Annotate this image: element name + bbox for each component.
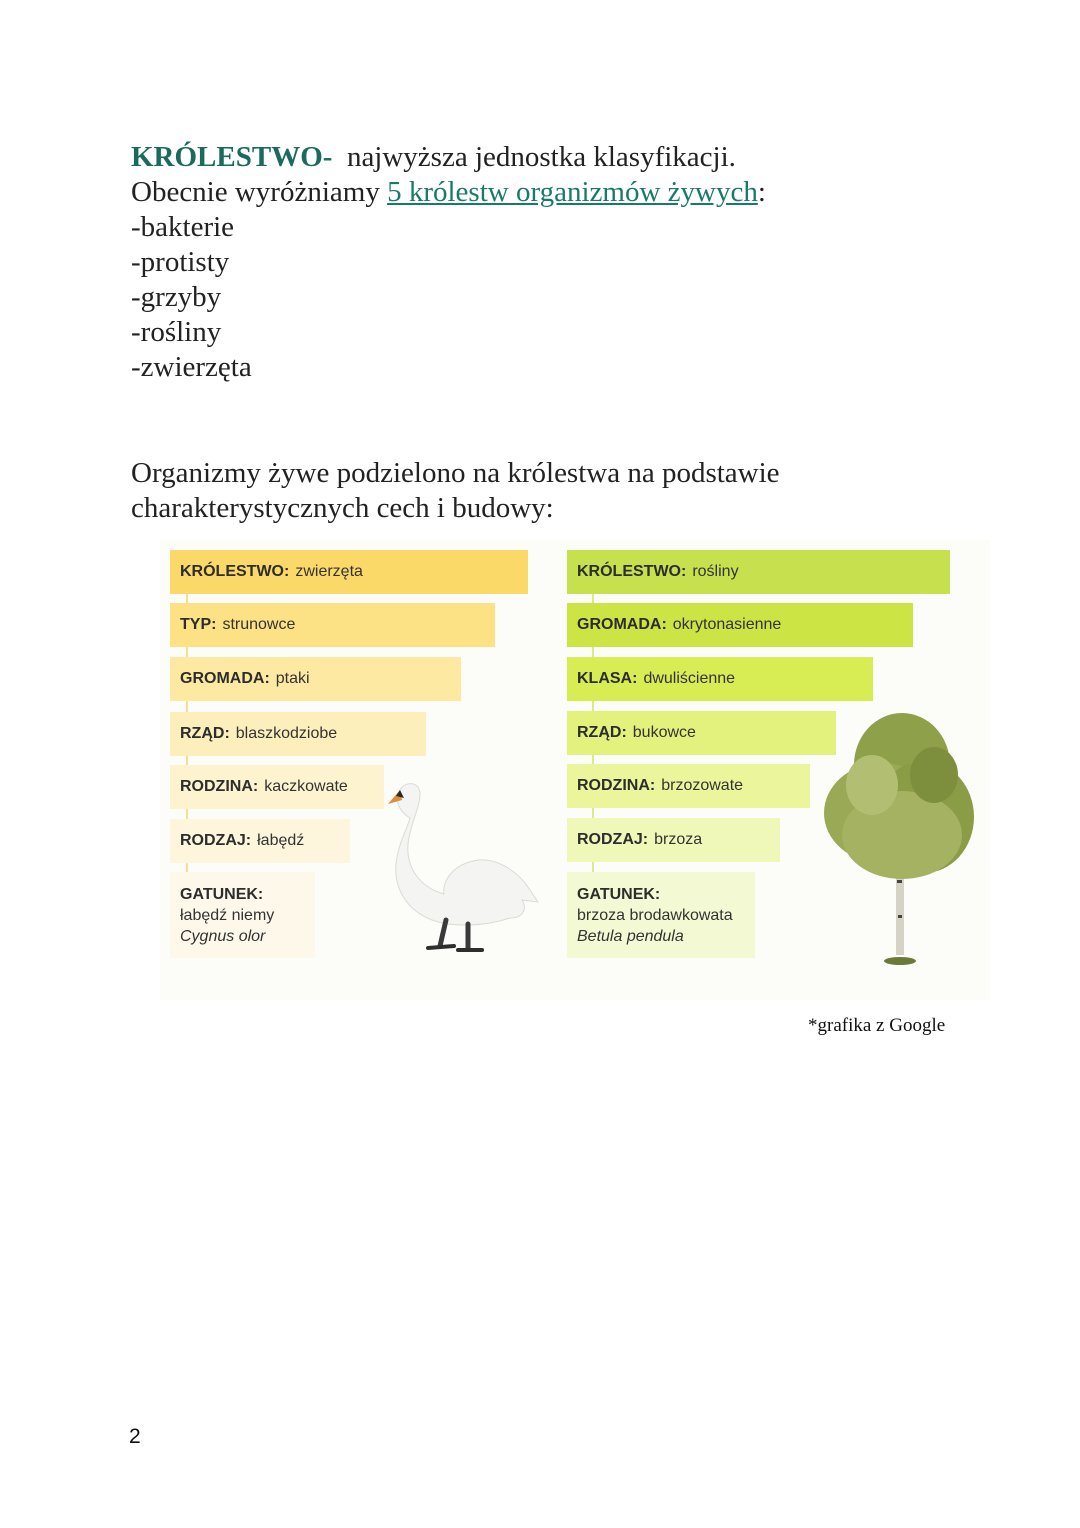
rank-value: zwierzęta xyxy=(295,563,363,580)
count-prefix: Obecnie wyróżniamy xyxy=(131,176,388,208)
kingdoms-link[interactable]: 5 królestw organizmów żywych xyxy=(387,176,758,208)
rank-value: kaczkowate xyxy=(264,778,348,795)
plant-genus-bar xyxy=(567,818,780,862)
rank-label: GROMADA: xyxy=(577,616,667,633)
rank-value: rośliny xyxy=(692,563,739,580)
species-name: łabędź niemy xyxy=(180,906,275,924)
page-number: 2 xyxy=(129,1425,141,1448)
kingdom-item: -rośliny xyxy=(131,316,222,348)
rank-label: RODZINA: xyxy=(577,777,656,794)
plant-species-bar xyxy=(567,872,755,958)
plant-class-bar xyxy=(567,657,873,701)
rank-value: bukowce xyxy=(632,724,696,741)
rank-label: RODZAJ: xyxy=(577,831,649,848)
kingdom-item: -bakterie xyxy=(131,211,235,243)
animal-order-bar xyxy=(170,712,426,756)
animal-class-bar xyxy=(170,657,461,701)
plant-division-bar xyxy=(567,603,913,647)
birch-tree-illustration xyxy=(812,705,992,970)
animal-genus-bar xyxy=(170,819,350,863)
classification-diagram xyxy=(160,540,990,1000)
rank-value: okrytonasienne xyxy=(672,616,782,633)
rank-label: KLASA: xyxy=(577,670,638,687)
rank-value: strunowce xyxy=(222,616,296,633)
kingdom-item: -protisty xyxy=(131,246,230,278)
rank-label: KRÓLESTWO: xyxy=(180,563,290,580)
definition-text: najwyższa jednostka klasyfikacji. xyxy=(346,141,736,173)
rank-label: KRÓLESTWO: xyxy=(577,563,687,580)
rank-value: brzoza xyxy=(654,831,703,848)
rank-value: ptaki xyxy=(275,670,310,687)
rank-label: RODZINA: xyxy=(180,778,259,795)
animal-phylum-bar xyxy=(170,603,495,647)
definition-line xyxy=(131,140,766,175)
species-name: brzoza brodawkowata xyxy=(577,906,733,924)
intro-section xyxy=(131,140,766,385)
kingdom-list xyxy=(131,210,766,385)
rank-value: dwuliścienne xyxy=(643,670,736,687)
rank-label: RODZAJ: xyxy=(180,832,252,849)
species-latin: Cygnus olor xyxy=(180,927,266,945)
rank-label: GATUNEK: xyxy=(180,885,264,903)
term-kingdom: KRÓLESTWO- xyxy=(131,141,333,173)
image-credit: *grafika z Google xyxy=(808,1015,946,1036)
kingdoms-count-line xyxy=(131,175,766,210)
rank-label: RZĄD: xyxy=(180,725,230,742)
swan-illustration xyxy=(382,778,542,963)
plant-kingdom-bar xyxy=(567,550,950,594)
rank-value: łabędź xyxy=(257,832,305,849)
classification-paragraph: Organizmy żywe podzielono na królestwa na podstawie charakterystycznych cech i budowy: xyxy=(131,457,780,524)
animal-kingdom-bar xyxy=(170,550,528,594)
kingdom-item: -zwierzęta xyxy=(131,351,252,383)
count-suffix: : xyxy=(757,176,766,208)
rank-label: TYP: xyxy=(180,616,217,633)
rank-value: blaszkodziobe xyxy=(235,725,338,742)
rank-label: GATUNEK: xyxy=(577,885,661,903)
plant-order-bar xyxy=(567,711,836,755)
rank-label: RZĄD: xyxy=(577,724,627,741)
animal-family-bar xyxy=(170,765,384,809)
kingdom-item: -grzyby xyxy=(131,281,222,313)
rank-label: GROMADA: xyxy=(180,670,270,687)
species-latin: Betula pendula xyxy=(577,927,684,945)
rank-value: brzozowate xyxy=(661,777,744,794)
animal-species-bar xyxy=(170,872,315,958)
plant-family-bar xyxy=(567,764,810,808)
